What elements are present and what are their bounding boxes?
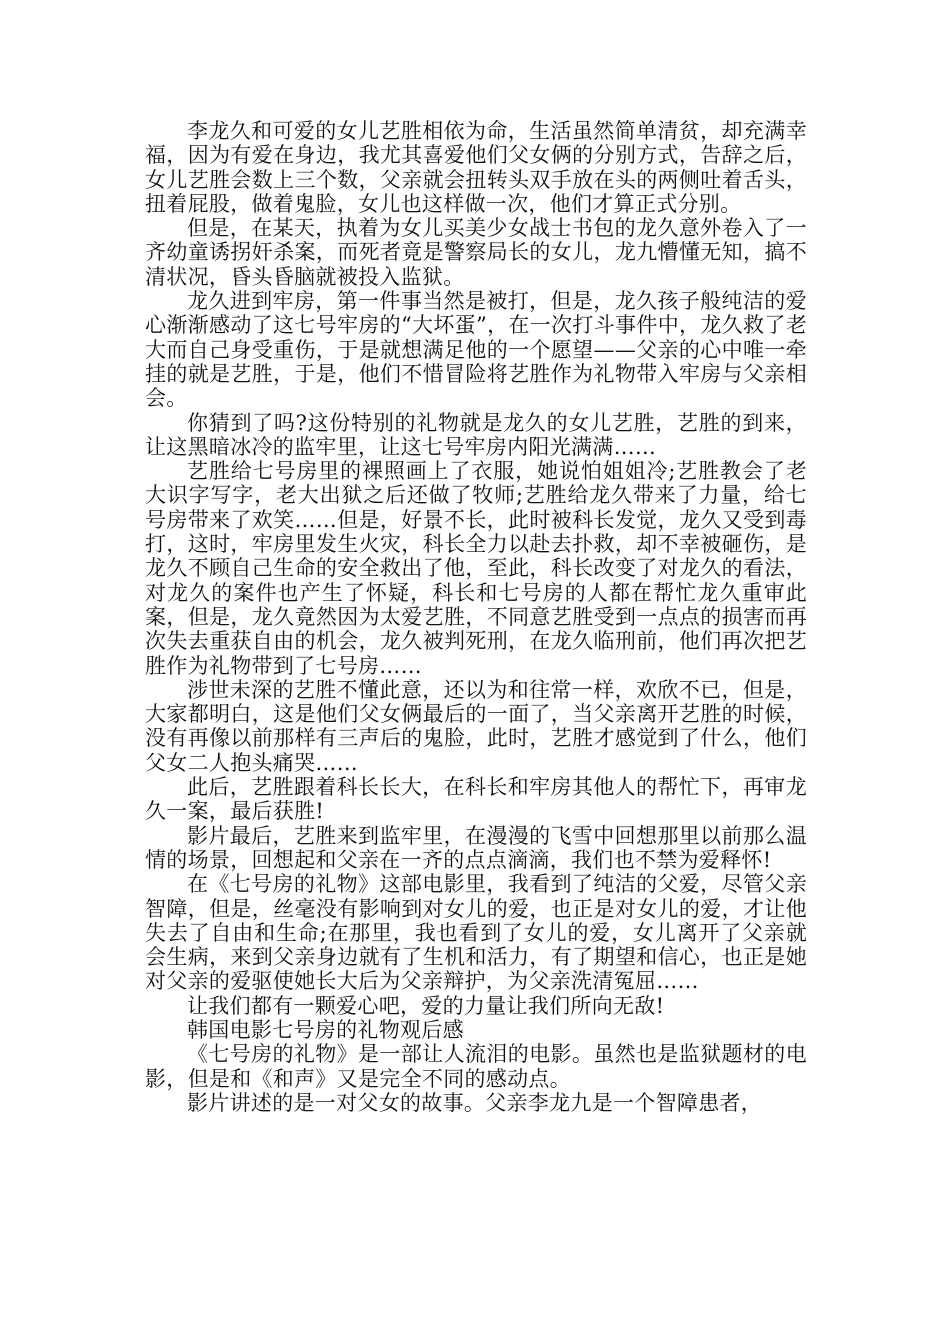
- paragraph: 《七号房的礼物》是一部让人流泪的电影。虽然也是监狱题材的电影，但是和《和声》又是完全不同的感动点。: [145, 1042, 807, 1091]
- paragraph: 你猜到了吗?这份特别的礼物就是龙久的女儿艺胜，艺胜的到来，让这黑暗冰冷的监牢里，让这七号牢房内阳光满满……: [145, 410, 807, 459]
- paragraph: 但是，在某天，执着为女儿买美少女战士书包的龙久意外卷入了一齐幼童诱拐奸杀案，而死者竟是警察局长的女儿，龙九懵懂无知，搞不清状况，昏头昏脑就被投入监狱。: [145, 216, 807, 289]
- paragraph: 涉世未深的艺胜不懂此意，还以为和往常一样，欢欣不已，但是，大家都明白，这是他们父女俩最后的一面了，当父亲离开艺胜的时候，没有再像以前那样有三声后的鬼脸，此时，艺胜才感觉到了什么，他们父女二人抱头痛哭……: [145, 677, 807, 775]
- paragraph: 影片讲述的是一对父女的故事。父亲李龙九是一个智障患者，: [187, 1090, 763, 1115]
- section-heading: 韩国电影七号房的礼物观后感: [187, 1017, 464, 1042]
- paragraph: 艺胜给七号房里的裸照画上了衣服，她说怕姐姐冷;艺胜教会了老大识字写字，老大出狱之后还做了牧师;艺胜给龙久带来了力量，给七号房带来了欢笑……但是，好景不长，此时被科长发觉，龙久又受到毒打，这时，牢房里发生火灾，科长全力以赴去扑救，却不幸被砸伤，是龙久不顾自己生命的安全救出了他，至此，科长改变了对龙久的看法，对龙久的案件也产生了怀疑，科长和七号房的人都在帮忙龙久重审此案，但是，龙久竟然因为太爱艺胜，不同意艺胜受到一点点的损害而再次失去重获自由的机会，龙久被判死刑，在龙久临刑前，他们再次把艺胜作为礼物带到了七号房……: [145, 459, 807, 678]
- paragraph: 让我们都有一颗爱心吧，爱的力量让我们所向无敌!: [187, 993, 665, 1018]
- paragraph: 龙久进到牢房，第一件事当然是被打，但是，龙久孩子般纯洁的爱心渐渐感动了这七号牢房的“大坏蛋”，在一次打斗事件中，龙久救了老大而自己身受重伤，于是就想满足他的一个愿望——父亲的心中唯一牵挂的就是艺胜，于是，他们不惜冒险将艺胜作为礼物带入牢房与父亲相会。: [145, 289, 807, 411]
- article-body: [145, 119, 807, 1115]
- paragraph: 在《七号房的礼物》这部电影里，我看到了纯洁的父爱，尽管父亲智障，但是，丝毫没有影响到对女儿的爱，也正是对女儿的爱，才让他失去了自由和生命;在那里，我也看到了女儿的爱，女儿离开了父亲就会生病，来到父亲身边就有了生机和活力，有了期望和信心，也正是她对父亲的爱驱使她长大后为父亲辩护，为父亲洗清冤屈……: [145, 872, 807, 994]
- paragraph: 李龙久和可爱的女儿艺胜相依为命，生活虽然简单清贫，却充满幸福，因为有爱在身边，我尤其喜爱他们父女俩的分别方式，告辞之后，女儿艺胜会数上三个数，父亲就会扭转头双手放在头的两侧吐着舌头，扭着屁股，做着鬼脸，女儿也这样做一次，他们才算正式分别。: [145, 119, 807, 216]
- paragraph: 影片最后，艺胜来到监牢里，在漫漫的飞雪中回想那里以前那么温情的场景，回想起和父亲在一齐的点点滴滴，我们也不禁为爱释怀!: [145, 823, 807, 872]
- paragraph: 此后，艺胜跟着科长长大，在科长和牢房其他人的帮忙下，再审龙久一案，最后获胜!: [145, 775, 807, 824]
